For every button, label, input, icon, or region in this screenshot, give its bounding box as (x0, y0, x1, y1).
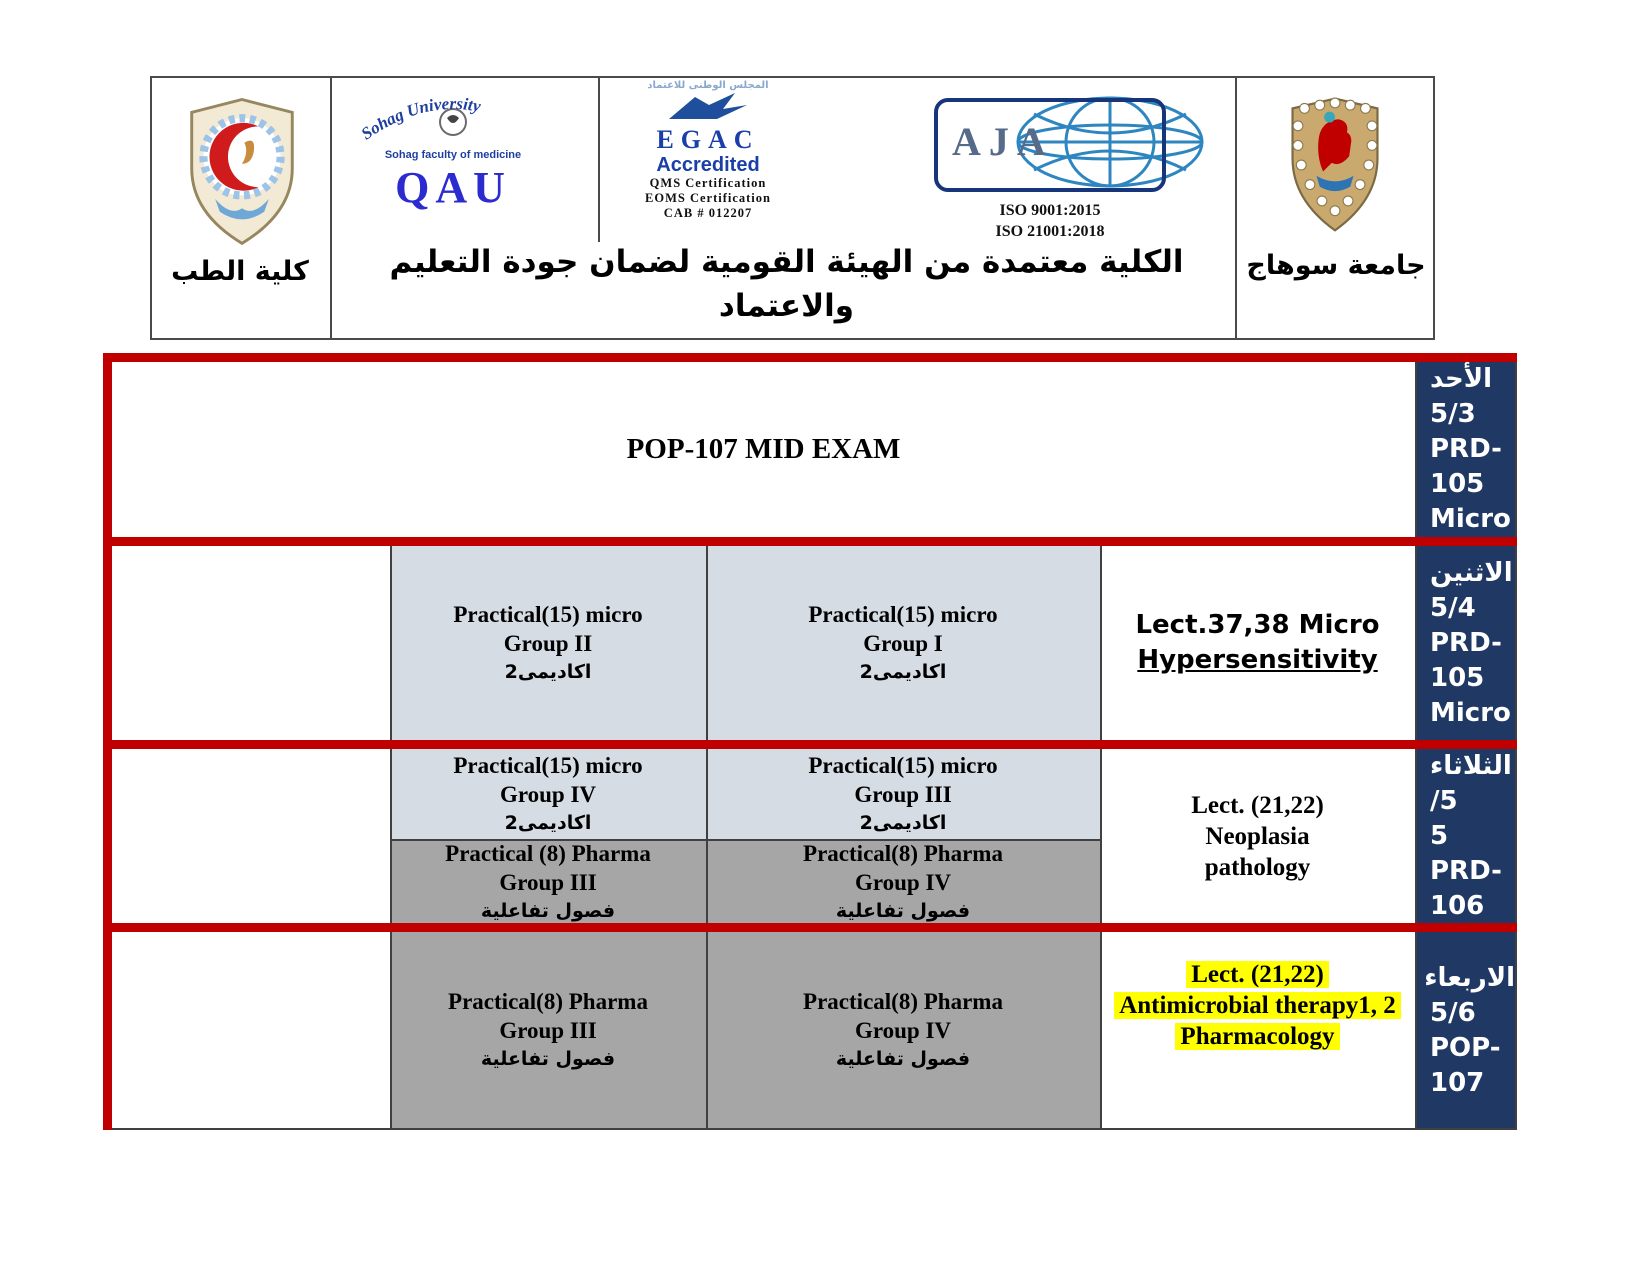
cell-tuesday-micro-group4 (390, 749, 706, 840)
header-divider (330, 76, 332, 340)
practical-location: اكاديمى2 (504, 660, 592, 683)
aja-iso-lines (928, 200, 1172, 242)
red-row-border (103, 740, 1517, 749)
practical-group: Group III (499, 1017, 597, 1043)
egac-cert-line: CAB # 012207 (663, 206, 753, 220)
day-cell-tuesday (1417, 749, 1515, 923)
practical-line: Practical(8) Pharma (448, 988, 648, 1014)
practical-line: Practical(15) micro (453, 601, 643, 627)
aja-logo (928, 94, 1220, 246)
cell-tuesday-pharma-group3 (390, 841, 706, 923)
lecture-subject: Pharmacology (1175, 1023, 1339, 1050)
cell-tuesday-micro-group3 (706, 749, 1100, 840)
faculty-of-medicine-logo (183, 96, 301, 248)
cell-monday-practical-group1 (706, 546, 1100, 740)
egac-logo (602, 80, 814, 221)
iso-line: ISO 21001:2018 (995, 223, 1105, 240)
day-date: /5 (1430, 785, 1458, 816)
header-divider (1235, 76, 1237, 340)
lecture-topic: Neoplasia (1205, 822, 1310, 850)
module-code: PRD- (1430, 434, 1502, 464)
lecture-line: Lect. (21,22) (1191, 791, 1324, 819)
day-cell-wednesday (1417, 932, 1515, 1130)
practical-line: Practical(15) micro (808, 753, 998, 778)
module-subject: Micro (1430, 504, 1511, 534)
practical-line: Practical(15) micro (453, 753, 643, 778)
practical-location: اكاديمى2 (859, 812, 947, 834)
row-split-line (390, 839, 1102, 841)
accreditation-line: والاعتماد (718, 288, 855, 324)
module-code: PRD- (1430, 627, 1502, 658)
qau-subtitle: Sohag faculty of medicine (384, 149, 522, 161)
practical-group: Group III (499, 869, 597, 895)
module-code: 107 (1430, 1068, 1485, 1098)
day-name: الأحد (1430, 364, 1493, 394)
practical-group: Group I (863, 630, 943, 656)
red-row-border (103, 923, 1517, 932)
iso-line: ISO 9001:2015 (999, 202, 1101, 219)
day-cell-sunday (1417, 362, 1515, 537)
qau-arc-text (342, 92, 564, 150)
practical-location: فصول تفاعلية (835, 1047, 971, 1070)
cell-wednesday-pharma-group4 (706, 932, 1100, 1128)
university-caption: جامعة سوهاج (1246, 250, 1426, 281)
cell-wednesday-lecture (1100, 932, 1415, 1128)
module-code: 105 (1430, 469, 1485, 499)
practical-group: Group III (854, 782, 952, 807)
practical-line: Practical(15) micro (808, 601, 998, 627)
qau-logo (342, 92, 564, 215)
day-cell-monday (1417, 546, 1515, 740)
practical-line: Practical (8) Pharma (445, 840, 651, 866)
day-date: 5/6 (1430, 998, 1476, 1028)
egac-bird-icon (665, 91, 751, 121)
practical-location: اكاديمى2 (859, 660, 947, 683)
accreditation-line: الكلية معتمدة من الهيئة القومية لضمان جودة التعليم (389, 244, 1184, 280)
cell-monday-lecture (1100, 546, 1415, 740)
module-code: POP- (1430, 1033, 1501, 1063)
day-date: 5 (1430, 820, 1449, 851)
faculty-caption: كلية الطب (171, 256, 309, 287)
accreditation-statement (340, 240, 1233, 328)
egac-arabic-arc: المجلس الوطنى للاعتماد (647, 80, 769, 91)
cell-sunday-exam (112, 362, 1415, 537)
cell-tuesday-pharma-group4 (706, 841, 1100, 923)
column-divider (1100, 546, 1102, 1128)
cell-wednesday-pharma-group3 (390, 932, 706, 1128)
practical-group: Group II (503, 630, 593, 656)
table-bottom-border (103, 1128, 1517, 1130)
day-name: الثلاثاء (1430, 750, 1512, 781)
day-name: الاثنين (1430, 557, 1513, 588)
red-row-border (103, 353, 1517, 362)
lecture-line: Lect. (21,22) (1186, 961, 1329, 988)
red-row-border (103, 537, 1517, 546)
practical-location: فصول تفاعلية (835, 899, 971, 922)
module-subject: Micro (1430, 697, 1511, 728)
practical-group: Group IV (854, 869, 952, 895)
exam-title: POP-107 MID EXAM (626, 433, 901, 465)
cell-monday-practical-group2 (390, 546, 706, 740)
module-code: 105 (1430, 662, 1485, 693)
lecture-subject: pathology (1204, 853, 1311, 881)
day-date: 5/3 (1430, 399, 1476, 429)
column-divider (390, 546, 392, 1128)
module-code: 106 (1430, 890, 1485, 921)
egac-name: EGAC (656, 125, 760, 154)
header-divider (598, 78, 600, 242)
aja-name: AJA (952, 119, 1054, 164)
column-divider (706, 546, 708, 1128)
practical-line: Practical(8) Pharma (803, 988, 1003, 1014)
lecture-line: Lect.37,38 Micro (1135, 610, 1380, 640)
svg-text:Sohag University: Sohag University (357, 93, 483, 144)
highlighted-lecture-block (1114, 959, 1401, 1052)
lecture-topic: Antimicrobial therapy1, 2 (1114, 992, 1401, 1019)
day-name: الاربعاء (1424, 963, 1515, 993)
cell-tuesday-lecture (1100, 749, 1415, 923)
day-date: 5/4 (1430, 592, 1476, 623)
practical-location: فصول تفاعلية (480, 1047, 616, 1070)
practical-group: Group IV (854, 1017, 952, 1043)
qau-acronym: QAU (395, 163, 511, 212)
practical-location: فصول تفاعلية (480, 899, 616, 922)
lecture-topic: Hypersensitivity (1137, 645, 1378, 675)
red-left-border (103, 353, 112, 1130)
practical-group: Group IV (499, 782, 597, 807)
egac-cert-line: QMS Certification (649, 176, 767, 190)
sohag-university-logo (1286, 95, 1384, 235)
module-code: PRD- (1430, 855, 1502, 886)
practical-location: اكاديمى2 (504, 812, 592, 834)
egac-accredited: Accredited (656, 154, 760, 176)
practical-line: Practical(8) Pharma (803, 840, 1003, 866)
egac-cert-line: EOMS Certification (645, 191, 771, 205)
